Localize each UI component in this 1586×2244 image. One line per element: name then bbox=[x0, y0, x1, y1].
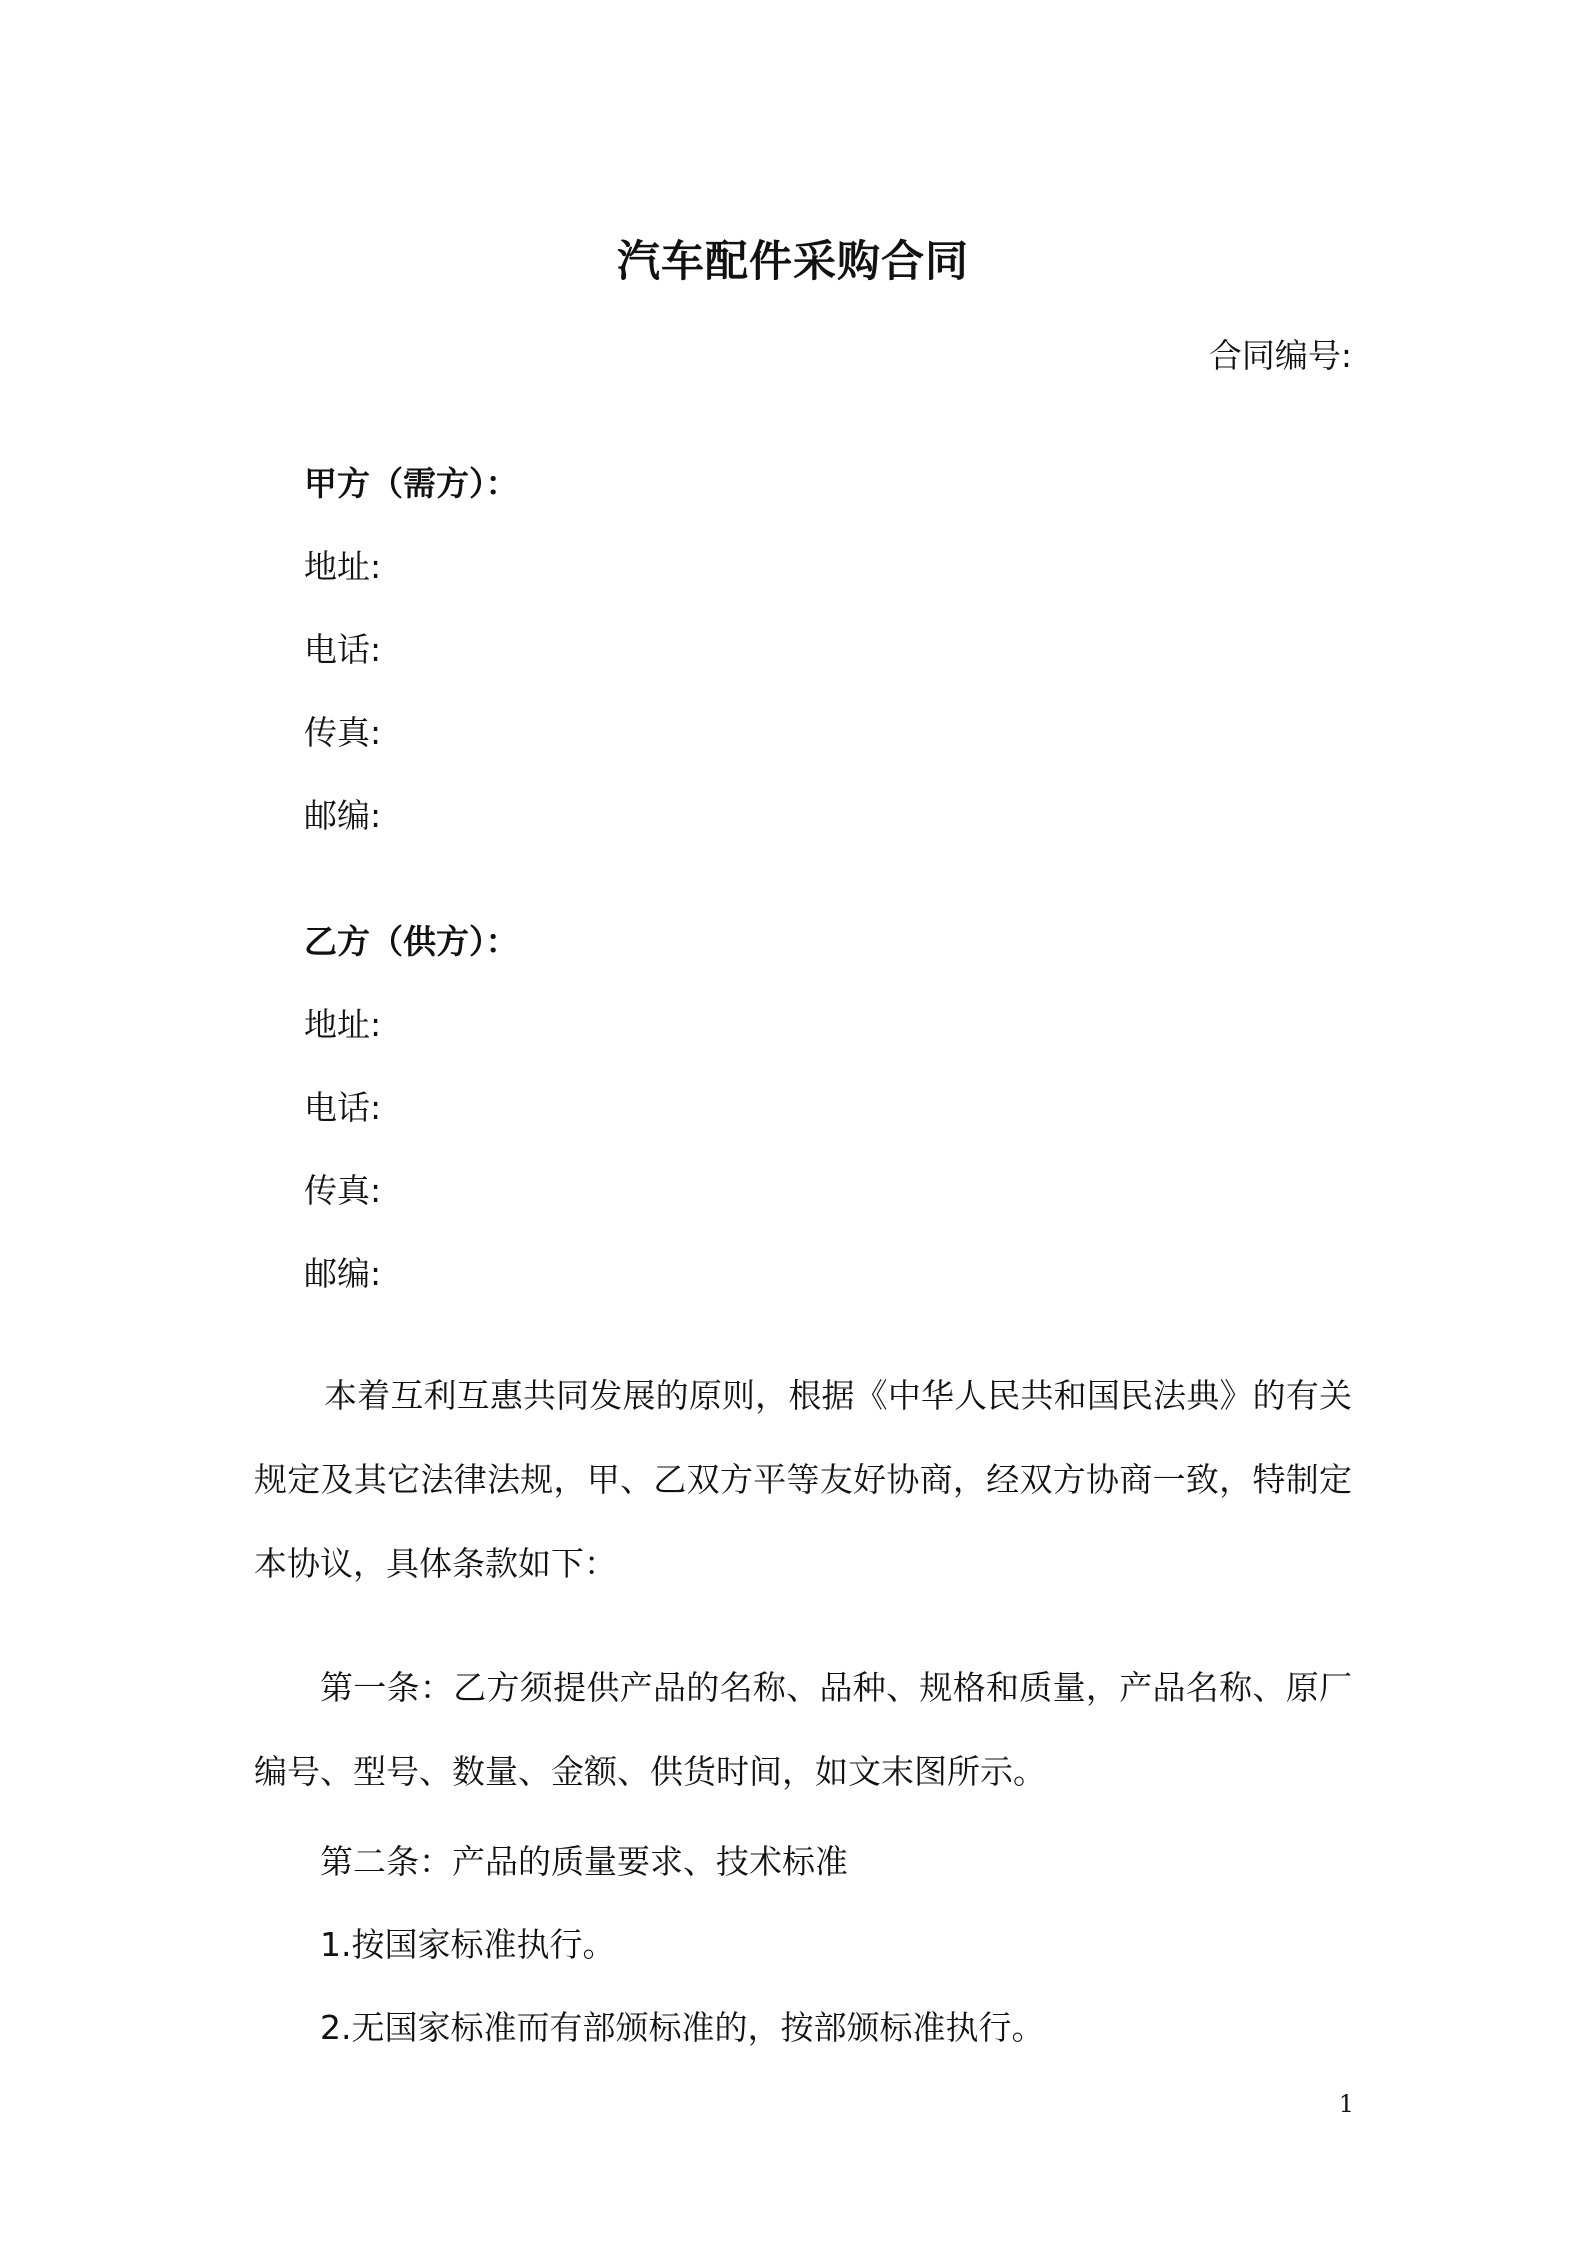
party-a-fax: 传真: bbox=[304, 713, 382, 752]
contract-number-label: 合同编号: bbox=[1208, 336, 1352, 375]
article-2-item-2: 2.无国家标准而有部颁标准的，按部颁标准执行。 bbox=[320, 2008, 1045, 2047]
party-a-heading: 甲方（需方）： bbox=[304, 464, 519, 503]
party-b-address: 地址: bbox=[304, 1005, 382, 1044]
party-b-postcode: 邮编: bbox=[304, 1254, 382, 1293]
article-1: 第一条：乙方须提供产品的名称、品种、规格和质量，产品名称、原厂编号、型号、数量、金额、供货时间，如文末图所示。 bbox=[254, 1668, 1352, 1791]
article-2-item-1: 1.按国家标准执行。 bbox=[320, 1925, 616, 1964]
party-b-heading: 乙方（供方）： bbox=[304, 922, 519, 961]
document-title: 汽车配件采购合同 bbox=[617, 237, 969, 287]
preamble-paragraph: 本着互利互惠共同发展的原则，根据《中华人民共和国民法典》的有关规定及其它法律法规，甲、乙双方平等友好协商，经双方协商一致，特制定本协议，具体条款如下： bbox=[254, 1376, 1352, 1583]
party-b-fax: 传真: bbox=[304, 1171, 382, 1210]
party-a-address: 地址: bbox=[304, 547, 382, 586]
page-number: 1 bbox=[1338, 2090, 1354, 2118]
article-2-heading: 第二条：产品的质量要求、技术标准 bbox=[320, 1842, 848, 1881]
party-b-phone: 电话: bbox=[304, 1088, 382, 1127]
party-a-phone: 电话: bbox=[304, 630, 382, 669]
party-a-postcode: 邮编: bbox=[304, 796, 382, 835]
